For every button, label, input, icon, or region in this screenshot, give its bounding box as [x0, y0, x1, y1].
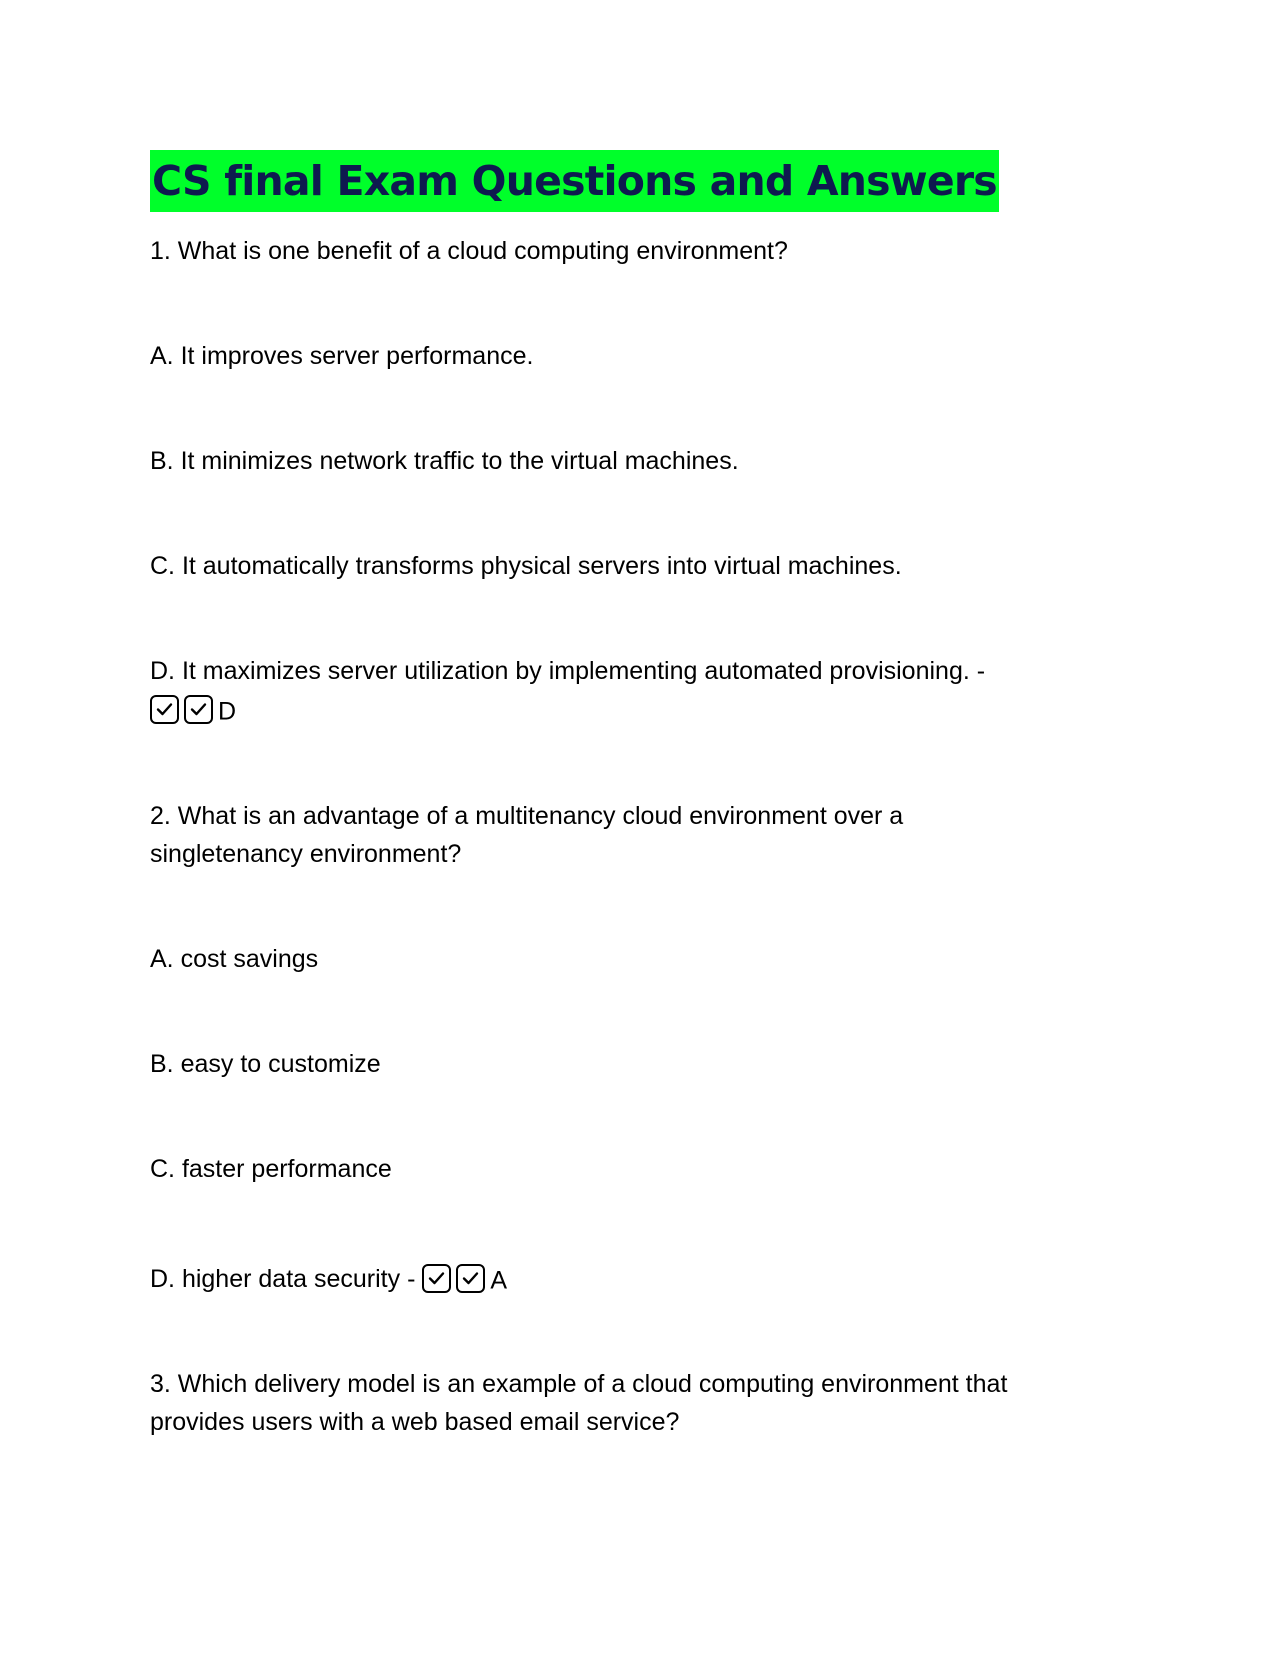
answer-letter: A	[490, 1266, 508, 1295]
question-2-option-d	[150, 1260, 507, 1299]
question-1-option-b: B. It minimizes network traffic to the virtual machines.	[150, 447, 739, 475]
question-2-option-b: B. easy to customize	[150, 1050, 381, 1078]
question-3-text-line-1: 3. Which delivery model is an example of a cloud computing environment that	[150, 1370, 1008, 1398]
question-2-option-a: A. cost savings	[150, 945, 319, 973]
checkbox-checked-icon	[456, 1264, 485, 1293]
question-1-option-d: D. It maximizes server utilization by implementing automated provisioning. -	[150, 657, 986, 685]
answer-letter: D	[218, 697, 237, 726]
question-1-option-c: C. It automatically transforms physical servers into virtual machines.	[150, 552, 902, 580]
question-1-answer	[150, 691, 236, 730]
question-2-option-d-text: D. higher data security -	[150, 1265, 416, 1293]
checkbox-checked-icon	[184, 695, 213, 724]
question-2-text-line-1: 2. What is an advantage of a multitenancy cloud environment over a	[150, 802, 904, 830]
document-title: CS final Exam Questions and Answers	[150, 150, 999, 212]
question-2-option-c: C. faster performance	[150, 1155, 392, 1183]
checkbox-checked-icon	[150, 695, 179, 724]
question-1-option-a: A. It improves server performance.	[150, 342, 534, 370]
question-1-text: 1. What is one benefit of a cloud computing environment?	[150, 237, 788, 265]
checkbox-checked-icon	[422, 1264, 451, 1293]
question-3-text-line-2: provides users with a web based email service?	[150, 1408, 680, 1436]
question-2-text-line-2: singletenancy environment?	[150, 840, 462, 868]
